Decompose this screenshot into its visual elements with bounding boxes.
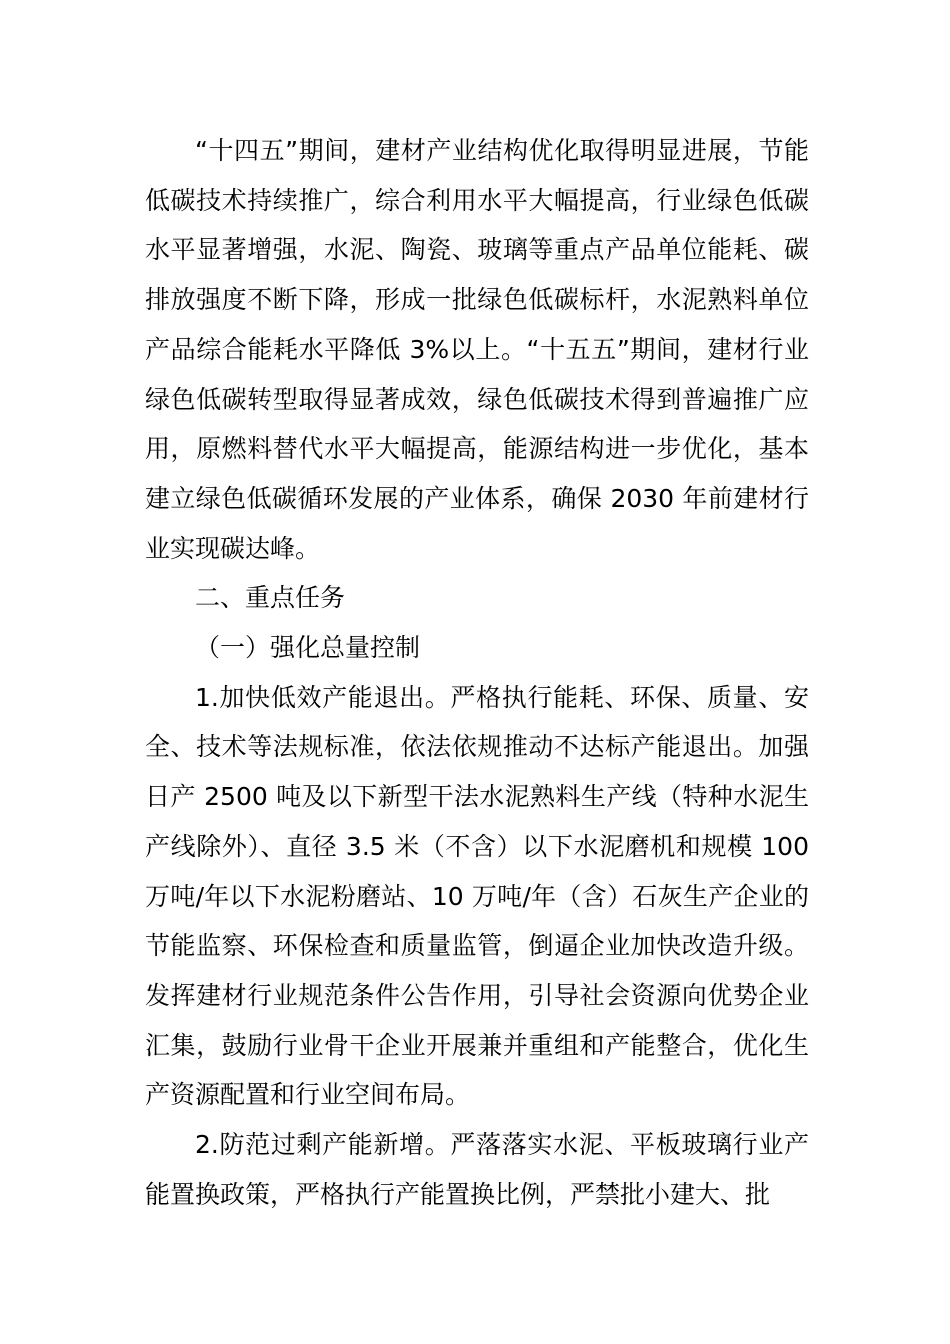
paragraph-task-1: 1.加快低效产能退出。严格执行能耗、环保、质量、安全、技术等法规标准，依法依规推动不达标产能退出。加强日产 2500 吨及以下新型干法水泥熟料生产线（特种水泥生产线除外）、直径 3.5 米（不含）以下水泥磨机和规模 100 万吨/年以下水泥粉磨站、10 万吨/年（含）石灰生产企业的节能监察、环保检查和质量监管，倒逼企业加快改造升级。发挥建材行业规范条件公告作用，引导社会资源向优势企业汇集，鼓励行业骨干企业开展兼并重组和产能整合，优化生产资源配置和行业空间布局。 [145, 682, 809, 1110]
paragraph-goals: “十四五”期间，建材产业结构优化取得明显进展，节能低碳技术持续推广，综合利用水平大幅提高，行业绿色低碳水平显著增强，水泥、陶瓷、玻璃等重点产品单位能耗、碳排放强度不断下降，形成一批绿色低碳标杆，水泥熟料单位产品综合能耗水平降低 3%以上。“十五五”期间，建材行业绿色低碳转型取得显著成效，绿色低碳技术得到普遍推广应用，原燃料替代水平大幅提高，能源结构进一步优化，基本建立绿色低碳循环发展的产业体系，确保 2030 年前建材行业实现碳达峰。 [145, 136, 809, 563]
paragraph-task-2: 2.防范过剩产能新增。严落落实水泥、平板玻璃行业产能置换政策，严格执行产能置换比例，严禁批小建大、批 [145, 1130, 809, 1209]
document-body [145, 126, 809, 1219]
section-heading-key-tasks: 二、重点任务 [195, 583, 346, 613]
subsection-heading-total-control: （一）强化总量控制 [195, 633, 421, 663]
